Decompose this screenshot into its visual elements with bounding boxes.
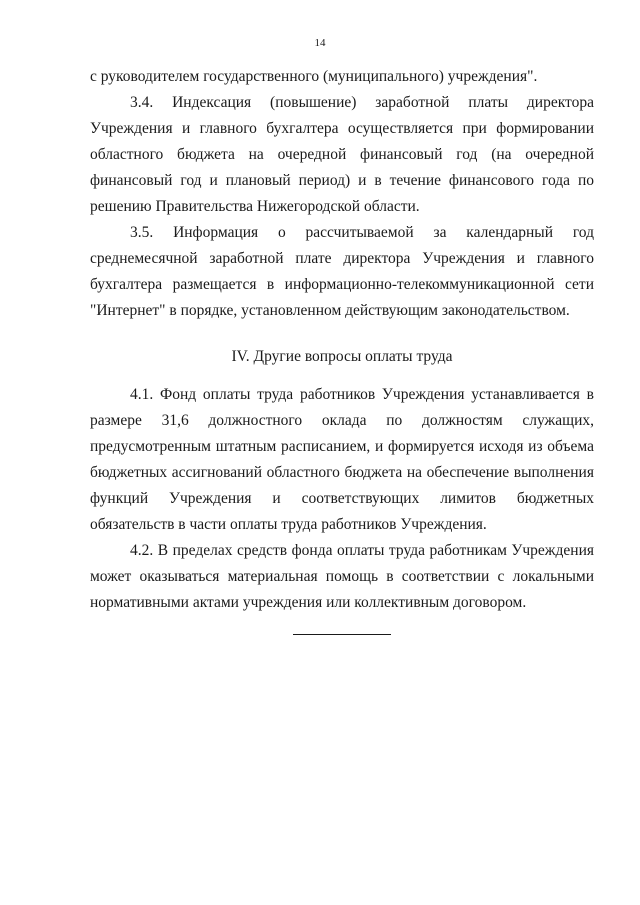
page-number: 14 xyxy=(314,37,326,49)
paragraph-4-1: 4.1. Фонд оплаты труда работников Учреждения устанавливается в размере 31,6 должностного оклада по должностям служащих, предусмотренным штатным расписанием, и формируется исходя из объема бюджетных ассигнований областного бюджета на обеспечение выполнения функций Учреждения и соответствующих лимитов бюджетных обязательств в части оплаты труда работников Учреждения. xyxy=(90,386,594,533)
document-body xyxy=(90,64,594,635)
closing-rule xyxy=(293,634,391,635)
section-heading: IV. Другие вопросы оплаты труда xyxy=(231,348,453,365)
paragraph-3-4: 3.4. Индексация (повышение) заработной платы директора Учреждения и главного бухгалтера осуществляется при формировании областного бюджета на очередной финансовый год (на очередной финансовый год и плановый период) и в течение финансового года по решению Правительства Нижегородской области. xyxy=(90,94,594,215)
continuation-paragraph: с руководителем государственного (муниципального) учреждения". xyxy=(90,68,538,85)
paragraph-3-5: 3.5. Информация о рассчитываемой за календарный год среднемесячной заработной плате директора Учреждения и главного бухгалтера размещается в информационно-телекоммуникационной сети "Интернет" в порядке, установленном действующим законодательством. xyxy=(90,224,594,319)
paragraph-4-2: 4.2. В пределах средств фонда оплаты труда работникам Учреждения может оказываться материальная помощь в соответствии с локальными нормативными актами учреждения или коллективным договором. xyxy=(90,542,594,611)
